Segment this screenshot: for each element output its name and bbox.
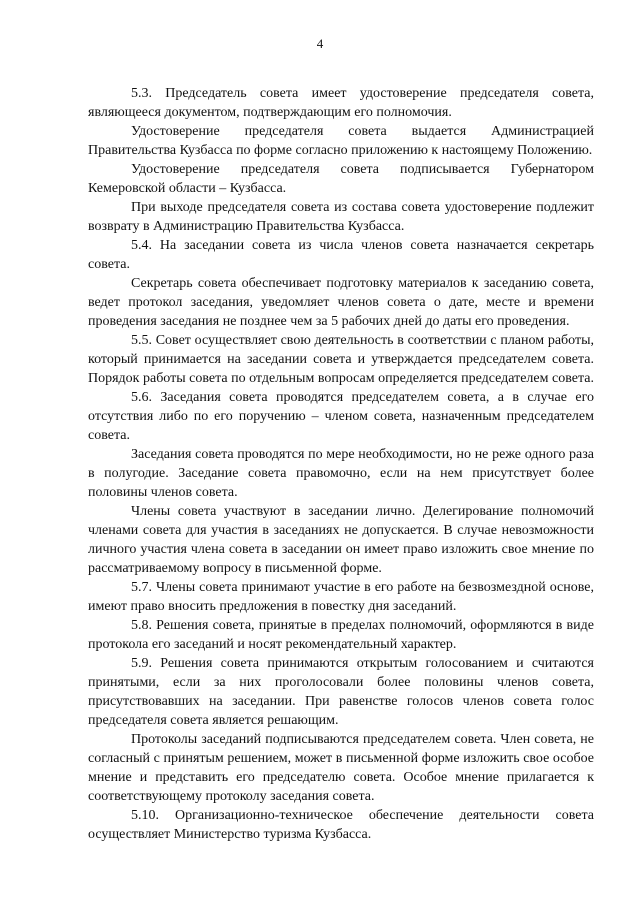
paragraph-5-4: 5.4. На заседании совета из числа членов совета назначается секретарь совета. <box>88 238 594 272</box>
paragraph-certificate-signing: Удостоверение председателя совета подписывается Губернатором Кемеровской области – Кузбасса. <box>88 162 594 196</box>
paragraph-5-6: 5.6. Заседания совета проводятся председателем совета, а в случае его отсутствия либо по его поручению – членом совета, назначенным председателем совета. <box>88 390 594 443</box>
paragraph-meeting-frequency: Заседания совета проводятся по мере необходимости, но не реже одного раза в полугодие. Заседание совета правомочно, если на нем присутствует более половины членов совета. <box>88 447 594 500</box>
paragraph-personal-participation: Члены совета участвуют в заседании лично. Делегирование полномочий членами совета для участия в заседаниях не допускается. В случае невозможности личного участия члена совета в заседании он имеет право изложить свое мнение по рассматриваемому вопросу в письменной форме. <box>88 504 594 576</box>
paragraph-5-5: 5.5. Совет осуществляет свою деятельность в соответствии с планом работы, который принимается на заседании совета и утверждается председателем совета. Порядок работы совета по отдельным вопросам определяется председателем совета. <box>88 333 594 386</box>
document-body <box>88 84 594 844</box>
paragraph-protocols: Протоколы заседаний подписываются председателем совета. Член совета, не согласный с принятым решением, может в письменной форме изложить свое особое мнение и представить его председателю совета. Особое мнение прилагается к соответствующему протоколу заседания совета. <box>88 732 594 804</box>
page-number: 4 <box>316 36 324 51</box>
paragraph-5-9: 5.9. Решения совета принимаются открытым голосованием и считаются принятыми, если за них проголосовали более половины членов совета, присутствовавших на заседании. При равенстве голосов членов совета голос председателя совета является решающим. <box>88 656 594 728</box>
paragraph-certificate-return: При выходе председателя совета из состава совета удостоверение подлежит возврату в Администрацию Правительства Кузбасса. <box>88 200 594 234</box>
paragraph-5-3: 5.3. Председатель совета имеет удостоверение председателя совета, являющееся документом, подтверждающим его полномочия. <box>88 86 594 120</box>
paragraph-5-8: 5.8. Решения совета, принятые в пределах полномочий, оформляются в виде протокола его заседаний и носят рекомендательный характер. <box>88 618 594 652</box>
paragraph-5-7: 5.7. Члены совета принимают участие в его работе на безвозмездной основе, имеют право вносить предложения в повестку дня заседаний. <box>88 580 594 614</box>
paragraph-5-10: 5.10. Организационно-техническое обеспечение деятельности совета осуществляет Министерство туризма Кузбасса. <box>88 808 594 842</box>
paragraph-secretary-duties: Секретарь совета обеспечивает подготовку материалов к заседанию совета, ведет протокол заседания, уведомляет членов совета о дате, месте и времени проведения заседания не позднее чем за 5 рабочих дней до даты его проведения. <box>88 276 594 329</box>
paragraph-certificate-issue: Удостоверение председателя совета выдается Администрацией Правительства Кузбасса по форме согласно приложению к настоящему Положению. <box>88 124 594 158</box>
